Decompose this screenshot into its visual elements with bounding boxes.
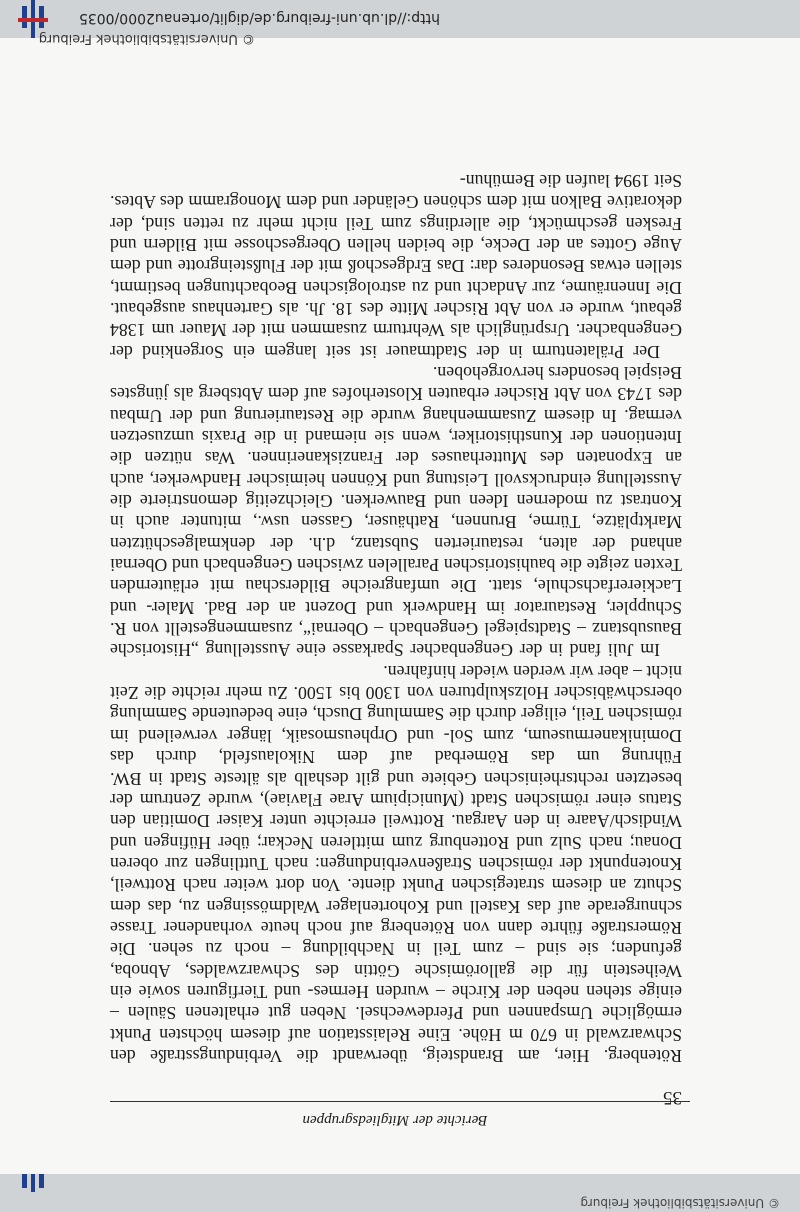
- scan-header-band: [0, 0, 800, 46]
- top-credit-text: © Universitätsbibliothek Freiburg: [38, 31, 255, 46]
- library-logo-icon-top: [18, 0, 48, 38]
- header-rule: [110, 1101, 690, 1102]
- paragraph-3: Der Prälatenturm in der Stadtmauer ist seit langem ein Sorgenkind der Gengenbacher. Ursprünglich als Wehrturm zusammen mit der Mauer um 1384 gebaut, wurde er von Abt Rischer Mitte des 18. Jh. als Gartenhaus ausgebaut. Die Innenräume, zur Andacht und zu astrologischen Beobachtungen bestimmt, stellen etwas Besonderes dar: Das Erdgeschoß mit der Flußsteingrotte und dem Auge Gottes an der Decke, die beiden hellen Obergeschosse mit Bildern und Fresken geschmückt, die allerdings zum Teil nicht mehr zu retten sind, der dekorative Balkon mit dem schönen Geländer und dem Monogramm des Abtes. Seit 1994 laufen die Bemühun-: [110, 170, 682, 362]
- page-body: [110, 170, 682, 1066]
- paragraph-1: Rötenberg. Hier, am Brandsteig, überwandt die Verbindungsstraße den Schwarzwald in 670 m Höhe. Eine Relaisstation auf diesem höchsten Punkt ermögliche Umspannen und Pferdewechsel. Neben gut erhaltenen Säulen – einige stehen neben der Kirche – wurden Hermes- und Tierfiguren sowie ein Weihestein für die gallorömische Göttin des Schwarzwaldes, Abnoba, gefunden; sie sind – zum Teil in Nachbildung – noch zu sehen. Die Römerstraße führte dann von Rötenberg auf noch heute vorhandener Trasse schnurgerade auf das Kastell und Kohortenlager Waldmössingen zu, das dem Schutz an diesem strategischen Punkt diente. Von dort weiter nach Rottweil, Knotenpunkt der römischen Straßenverbindungen: nach Tuttlingen zur oberen Donau; nach Sulz und Rottenburg zum mittleren Neckar; über Hüfingen und Windisch/Aaare in den Aargau. Rottweil erreichte unter Kaiser Domitian den Status einer römischen Stadt (Municipium Arae Flaviae), wurde Zentrum der besetzten rechtsrheinischen Gebiete und gilt deshalb als älteste Stadt in BW. Führung um das Römerbad auf dem Nikolausfeld, durch das Dominikanermuseum, zum Sol- und Orpheusmosaik, länger verweilend im römischen Teil, eiliger durch die Sammlung Dusch, eine bedeutende Sammlung oberschwäbischer Holzskulpturen von 1300 bis 1500. Zu mehr reichte die Zeit nicht – aber wir werden wieder hinfahren.: [110, 661, 682, 1066]
- page-number: 35: [663, 1087, 682, 1108]
- scan-url[interactable]: http://dl.ub.uni-freiburg.de/diglit/ortenau2000/0035: [78, 10, 440, 26]
- paragraph-2: Im Juli fand in der Gengenbacher Sparkasse eine Ausstellung „Historische Bausubstanz – Stadtspiegel Gengenbach – Obernai“, zusammengestellt von R. Schuppler, Restaurator im Handwerk und Dozent an der Bad. Maler- und Lackiererfachschule, statt. Die umfangreiche Bilderschau mit erläuternden Texten zeigte die bauhistorischen Parallelen zwischen Gengenbach und Obernai anhand der alten, restaurierten Substanz, d.h. der denkmalgeschützten Marktplätze, Türme, Brunnen, Rathäuser, Gassen usw., mitunter auch in Kontrast zu modernen Ideen und Bauwerken. Gleichzeitig demonstrierte die Ausstellung eindrucksvoll Leistung und Können heimischer Handwerker, auch an Exponaten des Mutterhauses der Franziskanerinnen. Was nützen die Intentionen der Kunsthistoriker, wenn sie niemand in die Praxis umzusetzen vermag. In diesem Zusammenhang wurde die Restaurierung und der Umbau des 1743 von Abt Rischer erbauten Klosterhofes auf dem Abtsberg als jüngstes Beispiel besonders hervorgehoben.: [110, 363, 682, 661]
- book-page: [0, 16, 800, 1174]
- running-head: Berichte der Mitgliedsgruppen: [302, 1112, 488, 1128]
- bottom-credit-text: © Universitätsbibliothek Freiburg: [580, 1196, 780, 1210]
- scan-footer-band: [0, 1174, 800, 1212]
